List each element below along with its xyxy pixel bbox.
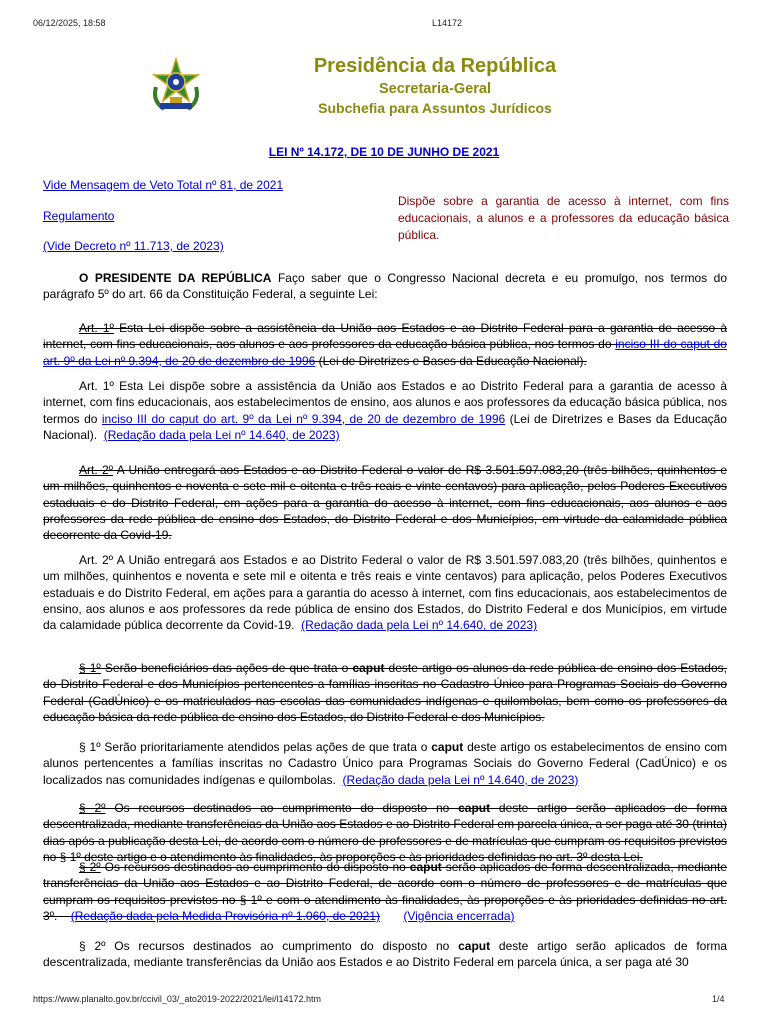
ldb-link[interactable]: inciso III do caput do art. 9º da Lei nº 9.394, de 20 de dezembro de 1996 (43, 337, 727, 368)
paragraph-2-revoked-pre: Os recursos destinados ao cumprimento do disposto no (105, 801, 459, 815)
paragraph-2-revoked-post: deste artigo serão aplicados de forma descentralizada, mediante transferências da União aos Estados e ao Distrito Federal em parcela única, a ser paga até 30 (trinta) dias após a publicação desta Lei, de acordo com o número de professores e de matrículas que cumpram os requisitos previstos no § 1º deste artigo e o atendimento às finalidades, às proporções e às prioridades definidas no art. 3º desta Lei. (43, 801, 727, 864)
print-document-id: L14172 (432, 18, 463, 28)
paragraph-2 (43, 938, 727, 971)
caput-term: caput (409, 860, 442, 874)
decreto-link[interactable]: (Vide Decreto nº 11.713, de 2023) (43, 239, 224, 253)
coat-of-arms-icon (150, 57, 202, 113)
regulamento-link[interactable]: Regulamento (43, 209, 115, 223)
caput-term: caput (458, 801, 491, 815)
paragraph-1-revoked-pre: Serão beneficiários das ações de que trata o (100, 661, 353, 675)
article-2 (43, 552, 727, 633)
org-subtitle: Secretaria-Geral (378, 81, 492, 97)
paragraph-2-post: deste artigo serão aplicados de forma descentralizada, mediante transferências da União aos Estados e ao Distrito Federal em parcela única, a ser paga até 30 (43, 939, 727, 970)
caput-term: caput (352, 661, 385, 675)
law-summary: Dispõe sobre a garantia de acesso à internet, com fins educacionais, a alunos e a professores da educação básica pública. (398, 194, 729, 242)
paragraph-1-revoked-label[interactable]: § 1º (79, 661, 101, 675)
preamble (43, 270, 727, 303)
veto-message-link[interactable]: Vide Mensagem de Veto Total nº 81, de 2021 (43, 178, 284, 192)
medida-provisoria-link[interactable]: (Redação dada pela Medida Provisória nº 1.060, de 2021) (70, 908, 380, 923)
print-datetime: 06/12/2025, 18:58 (33, 18, 106, 28)
article-1-revoked-label[interactable]: Art. 1º (79, 321, 114, 335)
redacao-link[interactable]: (Redação dada pela Lei nº 14.640, de 2023) (301, 618, 538, 633)
article-1 (43, 378, 727, 443)
article-1-revoked (43, 320, 727, 369)
article-1-revoked-text: Esta Lei dispõe sobre a assistência da União aos Estados e ao Distrito Federal para a garantia de acesso à internet, com fins educacionais, aos alunos e aos professores da educação básica pública, nos termos do (43, 321, 728, 352)
paragraph-2-revoked-original (43, 800, 727, 865)
article-1-tail: (Lei de Diretrizes e Bases da Educação Nacional). (43, 411, 727, 442)
vigencia-link[interactable]: (Vigência encerrada) (403, 908, 515, 923)
ldb-link[interactable]: inciso III do caput do art. 9º da Lei nº 9.394, de 20 de dezembro de 1996 (101, 411, 506, 426)
caput-term: caput (458, 939, 491, 953)
article-2-revoked-text: A União entregará aos Estados e ao Distrito Federal o valor de R$ 3.501.597.083,20 (três bilhões, quinhentos e um milhões, quinhentos e noventa e sete mil e oitenta e três reais e vinte centavos) para aplicação, pelos Poderes Executivos estaduais e do Distrito Federal, em ações para a garantia do acesso à internet, com fins educacionais, aos alunos e aos professores da rede pública de ensino dos Estados, do Distrito Federal e dos Municípios, em virtude da calamidade pública decorrente da Covid-19. (43, 463, 727, 543)
print-url: https://www.planalto.gov.br/ccivil_03/_ato2019-2022/2021/lei/l14172.htm (33, 994, 322, 1004)
preamble-text: Faço saber que o Congresso Nacional decreta e eu promulgo, nos termos do parágrafo 5º do art. 66 da Constituição Federal, a seguinte Lei: (43, 271, 728, 302)
paragraph-2-pre: § 2º Os recursos destinados ao cumprimento do disposto no (79, 939, 459, 953)
paragraph-1-pre: § 1º Serão prioritariamente atendidos pelas ações de que trata o (79, 740, 432, 754)
paragraph-2-revoked-label[interactable]: § 2º (79, 801, 106, 815)
paragraph-2-mp-pre: Os recursos destinados ao cumprimento do disposto no (100, 860, 410, 874)
paragraph-1-revoked (43, 660, 727, 725)
org-department: Subchefia para Assuntos Jurídicos (318, 100, 552, 116)
paragraph-2-mp-label[interactable]: § 2º (79, 860, 101, 874)
redacao-link[interactable]: (Redação dada pela Lei nº 14.640, de 2023) (342, 772, 579, 787)
caput-term: caput (431, 740, 464, 754)
preamble-bold: O PRESIDENTE DA REPÚBLICA (79, 271, 272, 285)
article-2-revoked (43, 462, 727, 543)
article-1-text: Art. 1º Esta Lei dispõe sobre a assistência da União aos Estados e ao Distrito Federal para a garantia de acesso à internet, com fins educacionais, aos estabelecimentos de ensino, aos alunos e aos professores da educação básica pública, nos termos do (43, 379, 727, 426)
paragraph-1 (43, 739, 727, 788)
paragraph-2-revoked-mp (43, 859, 727, 924)
redacao-link[interactable]: (Redação dada pela Lei nº 14.640, de 2023) (103, 427, 340, 442)
paragraph-1-revoked-post: deste artigo os alunos da rede pública de ensino dos Estados, do Distrito Federal e dos Municípios pertencentes a famílias inscritas no Cadastro Único para Programas Sociais do Governo Federal (CadÚnico) e os matriculados nas escolas das comunidades indígenas e quilombolas, bem como os professores da educação básica da rede pública de ensino dos Estados, do Distrito Federal e dos Municípios. (43, 661, 727, 724)
print-page-number: 1/4 (712, 994, 725, 1004)
paragraph-1-post: deste artigo os estabelecimentos de ensino com alunos pertencentes a famílias inscritas no Cadastro Único para Programas Sociais do Governo Federal (CadÚnico) e os localizados nas comunidades indígenas e quilombolas. (43, 740, 727, 787)
law-title-link[interactable]: LEI Nº 14.172, DE 10 DE JUNHO DE 2021 (268, 145, 500, 159)
article-2-text: Art. 2º A União entregará aos Estados e ao Distrito Federal o valor de R$ 3.501.597.083,20 (três bilhões, quinhentos e um milhões, quinhentos e noventa e sete mil e oitenta e três reais e vinte centavos) para aplicação, pelos Poderes Executivos estaduais e do Distrito Federal, em ações para a garantia do acesso à internet, com fins educacionais, aos estabelecimentos de ensino, aos alunos e aos professores da rede pública de ensino dos Estados, do Distrito Federal e dos Municípios, em virtude da calamidade pública decorrente da Covid-19. (43, 553, 727, 633)
article-2-revoked-label[interactable]: Art. 2º (79, 463, 114, 477)
paragraph-2-mp-post: serão aplicados de forma descentralizada, mediante transferências da União aos Estados e ao Distrito Federal, de acordo com o número de professores e de matrículas que cumpram os requisitos previstos no § 1º e com o atendimento às finalidades, às proporções e às prioridades definidas no art. 3º. (43, 860, 727, 923)
org-title: Presidência da República (313, 55, 557, 77)
article-1-revoked-tail: (Lei de Diretrizes e Bases da Educação Nacional). (315, 353, 587, 368)
